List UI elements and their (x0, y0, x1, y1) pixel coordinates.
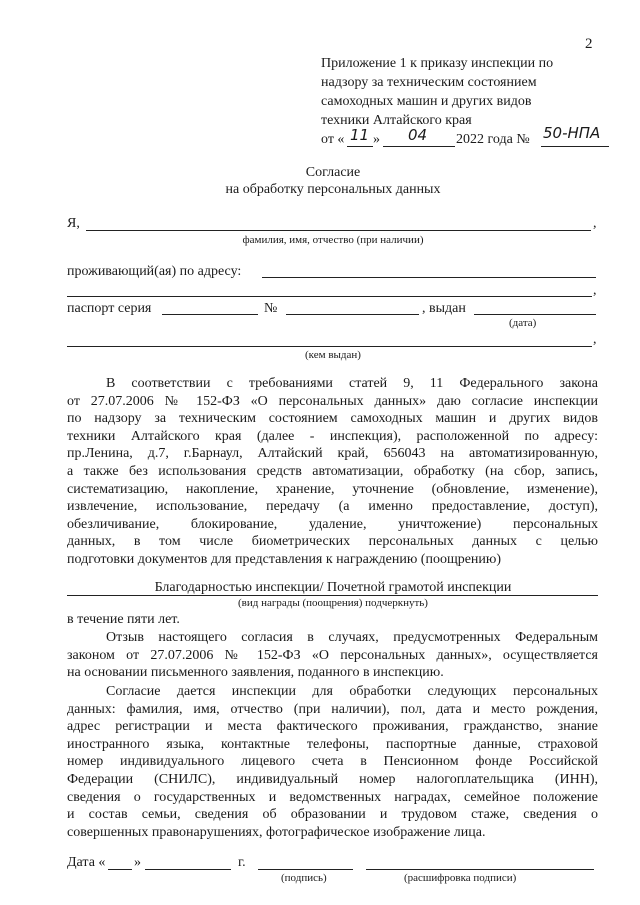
issued-label: , выдан (422, 301, 466, 316)
decoding-line[interactable] (366, 869, 594, 870)
term-text: в течение пяти лет. (67, 612, 180, 627)
consent-paragraph (67, 375, 598, 569)
decoding-hint: (расшифровка подписи) (404, 872, 517, 884)
passport-label: паспорт серия (67, 301, 152, 316)
appendix-month-line (383, 146, 455, 147)
fio-comma: , (593, 216, 597, 231)
p3-line-6: Федерации (СНИЛС), индивидуальный номер налогоплательщика (ИНН), (67, 771, 598, 787)
passport-series-line[interactable] (162, 314, 258, 315)
p3-line-8: и состав семьи, сведения об образовании и трудовом стаже, сведения о (67, 807, 598, 823)
fio-line[interactable] (86, 230, 591, 231)
p1-line-10: данных, в том числе биометрических персональных данных с целью (67, 534, 598, 550)
appendix-date-prefix: от « (321, 132, 345, 147)
appendix-line-2: надзору за техническим состоянием (321, 75, 537, 90)
document-subtitle: на обработку персональных данных (225, 182, 441, 197)
appendix-line-3: самоходных машин и других видов (321, 94, 532, 109)
passport-number-line[interactable] (286, 314, 419, 315)
issued-by-hint: (кем выдан) (305, 349, 361, 361)
award-text: Благодарностью инспекции/ Почетной грамотой инспекции (154, 580, 512, 595)
award-line[interactable] (67, 595, 598, 596)
date-hint: (дата) (509, 317, 537, 329)
data-list-paragraph (67, 683, 598, 841)
appendix-line-1: Приложение 1 к приказу инспекции по (321, 56, 554, 71)
p1-line-8: извлечение, использование, передачу (а именно предоставление, доступ), (67, 499, 598, 515)
appendix-number-line (541, 146, 609, 147)
p3-line-5: номер индивидуального лицевого счета в Пенсионном фонде Российской (67, 754, 598, 770)
appendix-number: 50-НПА (543, 124, 601, 142)
p3-line-7: сведения о государственных и ведомственных наградах, семейное положение (67, 789, 598, 805)
footer-date-label: Дата « (67, 855, 106, 870)
p1-line-5: пр.Ленина, д.7, г.Барнаул, Алтайский край, 656043 на автоматизированную, (67, 446, 598, 462)
issued-date-line[interactable] (474, 314, 596, 315)
p3-line-3: адрес регистрации и места фактического проживания, гражданство, знание (67, 719, 598, 735)
p1-line-1: В соответствии с требованиями статей 9, 11 Федерального закона (106, 376, 598, 391)
p2-line-2: законом от 27.07.2006 № 152-ФЗ «О персональных данных», осуществляется (67, 647, 598, 663)
address-line-2[interactable] (67, 296, 592, 297)
p2-line-3: на основании письменного заявления, поданного в инспекцию. (67, 665, 444, 681)
p3-line-1: Согласие дается инспекции для обработки следующих персональных (106, 684, 598, 699)
signature-hint: (подпись) (281, 872, 327, 884)
p3-line-2: данных: фамилия, имя, отчество (при наличии), пол, дата и место рождения, (67, 701, 598, 717)
appendix-day: 11 (350, 126, 370, 144)
p1-line-3: по надзору за техническим состоянием самоходных машин и других видов (67, 411, 598, 427)
revocation-paragraph (67, 629, 598, 682)
footer-month-line[interactable] (145, 869, 231, 870)
issued-by-comma: , (593, 332, 597, 347)
document-title: Согласие (305, 165, 361, 180)
p1-line-2: от 27.07.2006 № 152-ФЗ «О персональных данных» даю согласие инспекции (67, 393, 598, 409)
p1-line-7: систематизацию, накопление, хранение, уточнение (обновление, изменение), (67, 481, 598, 497)
award-hint: (вид награды (поощрения) подчеркнуть) (238, 597, 428, 609)
passport-number-sign: № (264, 301, 278, 316)
appendix-month: 04 (408, 126, 428, 144)
address-line-1[interactable] (262, 277, 596, 278)
footer-year-suffix: г. (238, 855, 246, 870)
footer-date-mid: » (134, 855, 141, 870)
issued-by-line[interactable] (67, 346, 592, 347)
p2-line-1: Отзыв настоящего согласия в случаях, предусмотренных Федеральным (106, 630, 598, 645)
appendix-line-4: техники Алтайского края (321, 113, 472, 128)
p1-line-6: а также без использования средств автоматизации, обработку (на сбор, запись, (67, 463, 598, 479)
signature-line[interactable] (258, 869, 353, 870)
address-comma: , (593, 283, 597, 298)
p3-line-4: иностранного языка, контактные телефоны, паспортные данные, страховой (67, 736, 598, 752)
ya-label: Я, (67, 216, 80, 231)
appendix-day-line (347, 146, 373, 147)
p1-line-4: техники Алтайского края (далее - инспекция), расположенной по адресу: (67, 428, 598, 444)
p1-line-11: подготовки документов для представления к награждению (поощрению) (67, 551, 502, 567)
address-label: проживающий(ая) по адресу: (67, 264, 242, 279)
appendix-year: 2022 года № (456, 132, 530, 147)
p3-line-9: совершенных правонарушениях, фотографическое изображение лица. (67, 824, 486, 840)
page-number: 2 (585, 36, 593, 52)
appendix-date-mid: » (373, 132, 380, 147)
footer-day-line[interactable] (108, 869, 132, 870)
p1-line-9: обезличивание, блокирование, удаление, уничтожение) персональных (67, 516, 598, 532)
fio-hint: фамилия, имя, отчество (при наличии) (242, 234, 424, 246)
